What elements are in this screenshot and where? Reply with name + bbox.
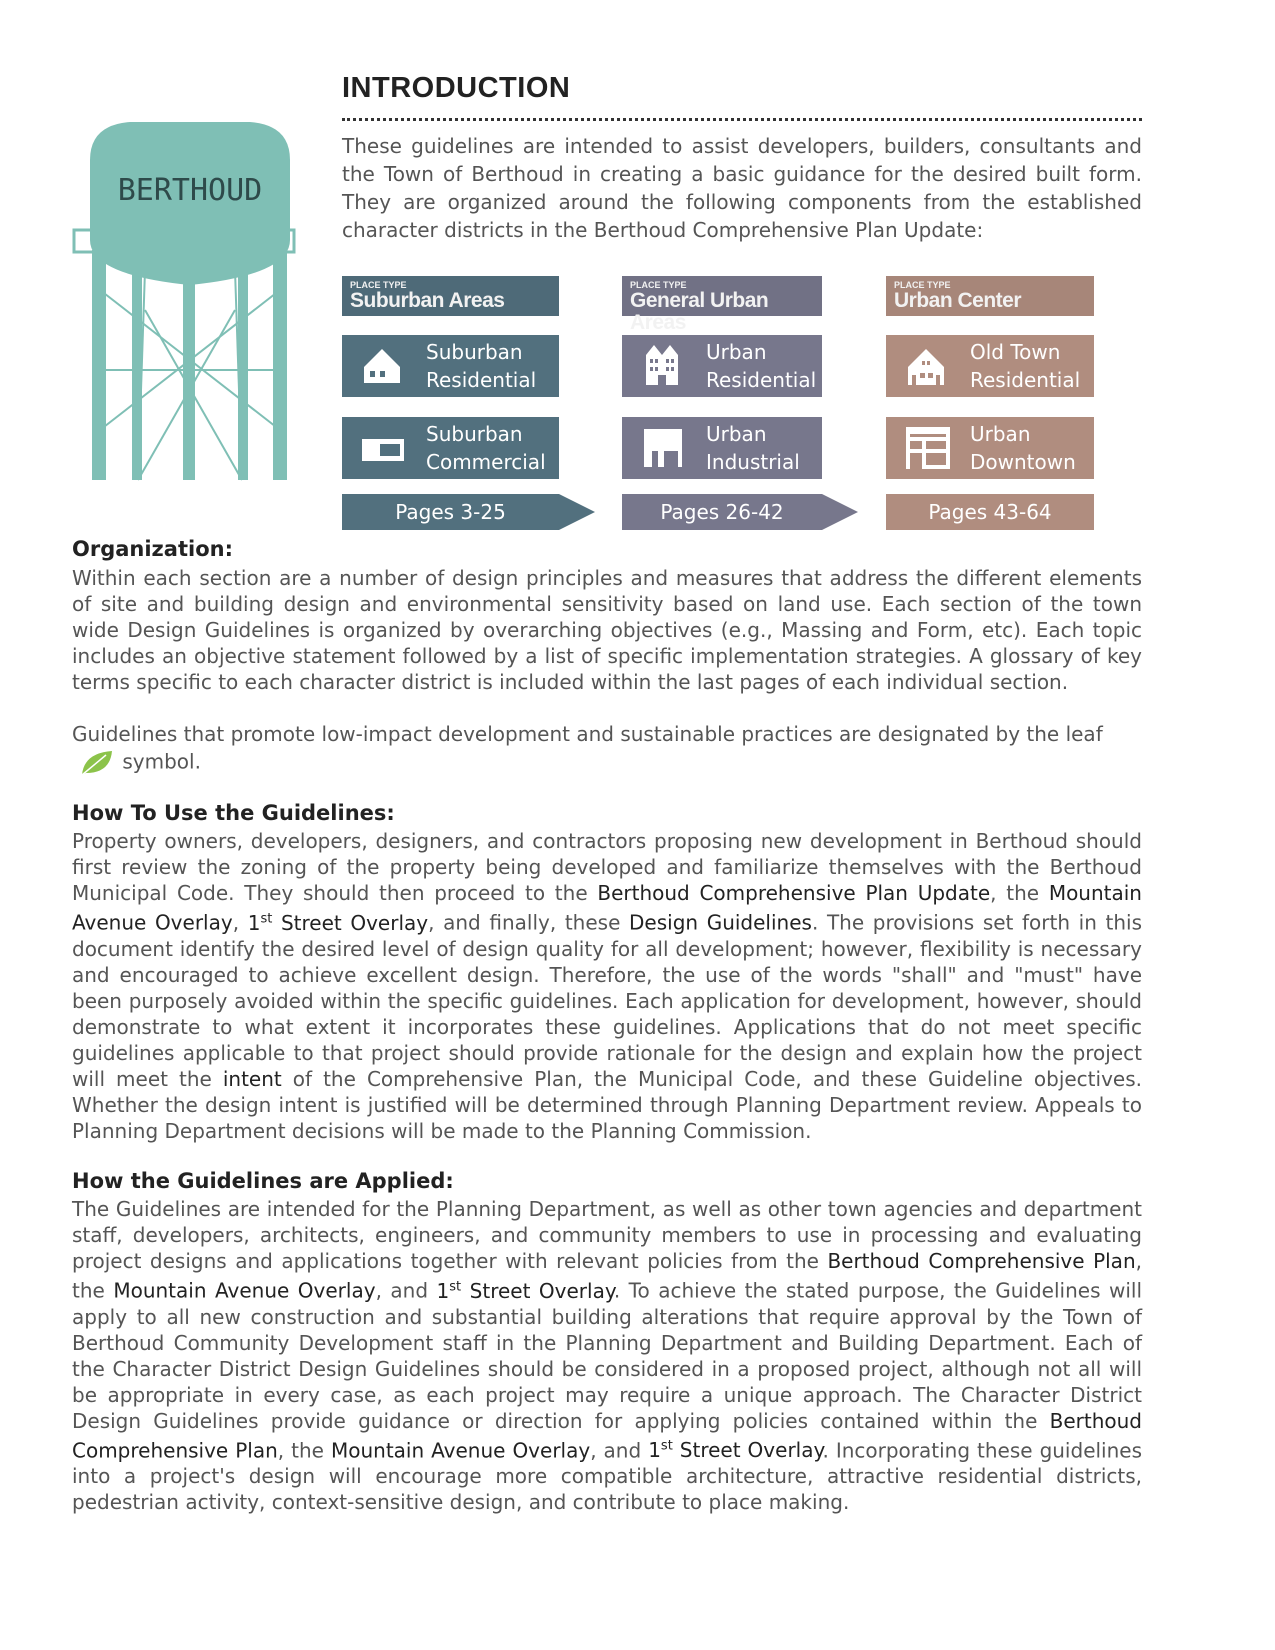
text-run: symbol. (122, 749, 201, 774)
text-run: Residential (970, 368, 1081, 392)
townhouse-icon (622, 343, 706, 389)
district-label (426, 338, 536, 394)
text-run: . Incorporating these guidelines into a project's design will encourage more compatible architecture, attractive residential districts, pedestrian activity, context-sensitive design, and contribute to place making. (72, 1438, 1143, 1515)
text-run: , the (990, 881, 1049, 905)
emphasized-reference: Mountain Avenue Overlay (330, 1438, 591, 1463)
text-run: Suburban (426, 340, 523, 364)
text-run: PLACE TYPE (350, 280, 407, 290)
emphasized-reference: Design Guidelines (629, 910, 812, 935)
district-label (970, 420, 1076, 476)
character-district-card (886, 335, 1094, 397)
text-run: . The provisions set forth in this document identify the desired level of design quality for all development; however, flexibility is necessary and encouraged to achieve excellent design. Therefore, the use of the words "shall" and "must" have been purposely avoided within the specific guidelines. Each application for development, however, should demonstrate to what extent it incorporates these guidelines. Applications that do not meet specific guidelines applicable to that project should provide rationale for the design and explain how the project will meet the (72, 910, 1143, 1091)
downtown-building-icon (886, 425, 970, 471)
text-run: st (260, 911, 273, 926)
character-district-card (622, 417, 822, 479)
text-run: 1 (247, 910, 261, 935)
text-run: Urban (706, 422, 767, 446)
emphasized-reference: Berthoud Comprehensive Plan (827, 1249, 1136, 1273)
character-district-card (886, 417, 1094, 479)
text-run: Urban (970, 422, 1031, 446)
text-run: Old Town (970, 340, 1061, 364)
text-run: st (449, 1279, 462, 1294)
page-title: INTRODUCTION (342, 72, 571, 104)
arrow-icon (559, 494, 595, 530)
leaf-paragraph (72, 721, 1142, 779)
district-label (426, 420, 546, 476)
character-district-card (622, 335, 822, 397)
text-run: PLACE TYPE (630, 280, 687, 290)
text-run: of the Comprehensive Plan, the Municipal Code, and these Guideline objectives. Whether the design intent is justified will be determined through Planning Department review. Appeals to Planning Department decisions will be made to the Planning Commission. (72, 1066, 1142, 1143)
text-run: Residential (426, 368, 537, 392)
emphasized-reference: Berthoud Comprehensive Plan (72, 1408, 1142, 1463)
text-run: Urban Center (894, 289, 1022, 312)
text-run: Industrial (706, 450, 800, 474)
how-applied-heading: How the Guidelines are Applied: (72, 1169, 454, 1193)
text-run: , (232, 910, 248, 935)
district-label (706, 420, 800, 476)
text-run: 1 (648, 1438, 661, 1463)
text-run: Downtown (970, 450, 1076, 474)
industrial-building-icon (622, 425, 706, 471)
commercial-building-icon (342, 425, 426, 471)
place-type-banner (622, 276, 822, 334)
text-run: Street Overlay (672, 1438, 823, 1463)
arrow-icon (822, 494, 858, 530)
district-label (970, 338, 1080, 394)
text-run: st (660, 1438, 673, 1454)
text-run: Street Overlay (272, 910, 429, 935)
text-run: Suburban Areas (350, 289, 505, 312)
text-run: Commercial (426, 450, 546, 474)
text-run: , and (375, 1278, 437, 1303)
character-district-card (342, 335, 559, 397)
text-run: , the (277, 1438, 331, 1463)
title-divider (342, 118, 1142, 121)
text-run: Residential (706, 368, 817, 392)
text-run: The Guidelines are intended for the Planning Department, as well as other town agencies and department staff, developers, architects, engineers, and community members to use in processing and evaluating project designs and applications together with relevant policies from the (72, 1197, 1142, 1273)
organization-paragraph: Within each section are a number of design principles and measures that address the different elements of site and building design and environmental sensitivity based on land use. Each section of the town wide Design Guidelines is organized by overarching objectives (e.g., Massing and Form, etc). Each topic includes an objective statement followed by a list of specific implementation strategies. A glossary of key terms specific to each character district is included within the last pages of each individual section. (72, 566, 1142, 694)
house-icon (342, 343, 426, 389)
how-to-use-heading: How To Use the Guidelines: (72, 801, 395, 825)
intro-paragraph: These guidelines are intended to assist developers, builders, consultants and the Town of Berthoud in creating a basic guidance for the desired built form. They are organized around the following components from the established character districts in the Berthoud Comprehensive Plan Update: (342, 134, 1142, 242)
emphasized-reference: intent (222, 1066, 282, 1091)
text-run: Guidelines that promote low-impact development and sustainable practices are designated by the leaf (72, 722, 1103, 746)
emphasized-reference: Mountain Avenue Overlay (113, 1278, 376, 1303)
district-label (706, 338, 816, 394)
how-to-use-paragraph (72, 828, 1142, 1144)
emphasized-reference: Berthoud Comprehensive Plan Update (597, 881, 991, 905)
text-run: Property owners, developers, designers, and contractors proposing new development in Berthoud should first review the zoning of the property being developed and familiarize themselves with the Berthoud Municipal Code. They should then proceed to the (72, 829, 1142, 905)
text-run: Urban (706, 340, 767, 364)
text-run: General Urban Areas (630, 289, 769, 334)
tower-lettering: BERTHOUD (117, 173, 263, 208)
place-type-banner (886, 276, 1094, 316)
organization-heading: Organization: (72, 537, 233, 561)
pages-range-label: Pages 43-64 (886, 494, 1094, 530)
emphasized-reference: Mountain Avenue Overlay (72, 881, 1142, 935)
text-run: 1 (436, 1278, 450, 1303)
text-run: , the (72, 1249, 1142, 1303)
text-run: , and finally, these (428, 910, 630, 935)
text-run: , and (590, 1438, 649, 1463)
leaf-icon (76, 747, 116, 779)
text-run: . To achieve the stated purpose, the Guidelines will apply to all new construction and substantial building alterations that require approval by the Town of Berthoud Community Development staff in the Planning Department and Building Department. Each of the Character District Design Guidelines should be considered in a proposed project, although not all will be appropriate in every case, as each project may require a unique approach. The Character District Design Guidelines provide guidance or direction for applying policies contained within the (72, 1278, 1143, 1433)
text-run: PLACE TYPE (894, 280, 951, 290)
pages-range-label: Pages 3-25 (342, 494, 559, 530)
character-district-card (342, 417, 559, 479)
text-run: Street Overlay (461, 1278, 614, 1303)
place-type-banner (342, 276, 559, 316)
water-tower-illustration (70, 90, 310, 485)
how-applied-paragraph (72, 1196, 1142, 1515)
pages-range-label: Pages 26-42 (622, 494, 822, 530)
old-house-icon (886, 343, 970, 389)
text-run: Suburban (426, 422, 523, 446)
